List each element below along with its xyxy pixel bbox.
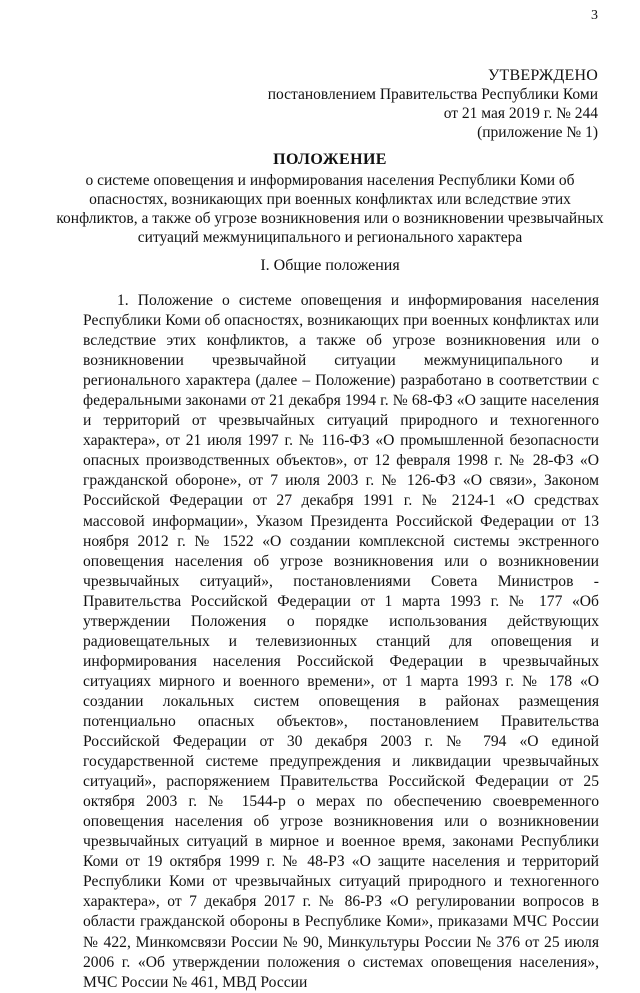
approval-block [178,66,598,142]
page-number: 3 [591,8,598,23]
approved-by: постановлением Правительства Республики Коми [267,86,598,103]
section-heading: I. Общие положения [260,257,400,274]
paragraph-1: 1. Положение о системе оповещения и информирования населения Республики Коми об опасностях, возникающих при военных конфликтах или вследствие этих конфликтов, а также об угрозе возникновения или о возникновении чрезвычайной ситуации межмуниципального и регионального характера (далее – Положение) разработано в соответствии с федеральными законами от 21 декабря 1994 г. № 68-ФЗ «О защите населения и территорий от чрезвычайных ситуаций природного и техногенного характера», от 21 июля 1997 г. № 116-ФЗ «О промышленной безопасности опасных производственных объектов», от 12 февраля 1998 г. № 28-ФЗ «О гражданской обороне», от 7 июля 2003 г. № 126-ФЗ «О связи», Законом Российской Федерации от 27 декабря 1991 г. № 2124-1 «О средствах массовой информации», Указом Президента Российской Федерации от 13 ноября 2012 г. № 1522 «О создании комплексной системы экстренного оповещения населения об угрозе возникновения или о возникновении чрезвычайных ситуаций», постановлениями Совета Министров - Правительства Российской Федерации от 1 марта 1993 г. № 177 «Об утверждении Положения о порядке использования действующих радиовещательных и телевизионных станций для оповещения и информирования населения Российской Федерации в чрезвычайных ситуациях мирного и военного времени», от 1 марта 1993 г. № 178 «О создании локальных систем оповещения в районах размещения потенциально опасных объектов», постановлением Правительства Российской Федерации от 30 декабря 2003 г. № 794 «О единой государственной системе предупреждения и ликвидации чрезвычайных ситуаций», распоряжением Правительства Российской Федерации от 25 октября 2003 г. № 1544-р о мерах по обеспечению своевременного оповещения населения об угрозе возникновения или о возникновении чрезвычайных ситуаций в мирное и военное время, законами Республики Коми от 19 октября 1999 г. № 48-РЗ «О защите населения и территорий Республики Коми от чрезвычайных ситуаций природного и техногенного характера», от 7 декабря 2017 г. № 86-РЗ «О регулировании вопросов в области гражданской обороны в Республике Коми», приказами МЧС России № 422, Минкомсвязи России № 90, Минкультуры России № 376 от 25 июля 2006 г. «Об утверждении положения о системах оповещения населения», МЧС России № 461, МВД России [83,292,599,991]
document-subtitle: о системе оповещения и информирования населения Республики Коми об опасностях, возникающих при военных конфликтах или вследствие этих конфликтов, а также об угрозе возникновения или о возникновении чрезвычайных ситуаций межмуниципального и регионального характера [56,172,604,246]
approval-appendix: (приложение № 1) [477,124,598,141]
approved-label: УТВЕРЖДЕНО [487,67,598,84]
document-title-block [56,150,604,247]
document-title: ПОЛОЖЕНИЕ [273,151,387,168]
approval-date-number: от 21 мая 2019 г. № 244 [443,105,598,122]
